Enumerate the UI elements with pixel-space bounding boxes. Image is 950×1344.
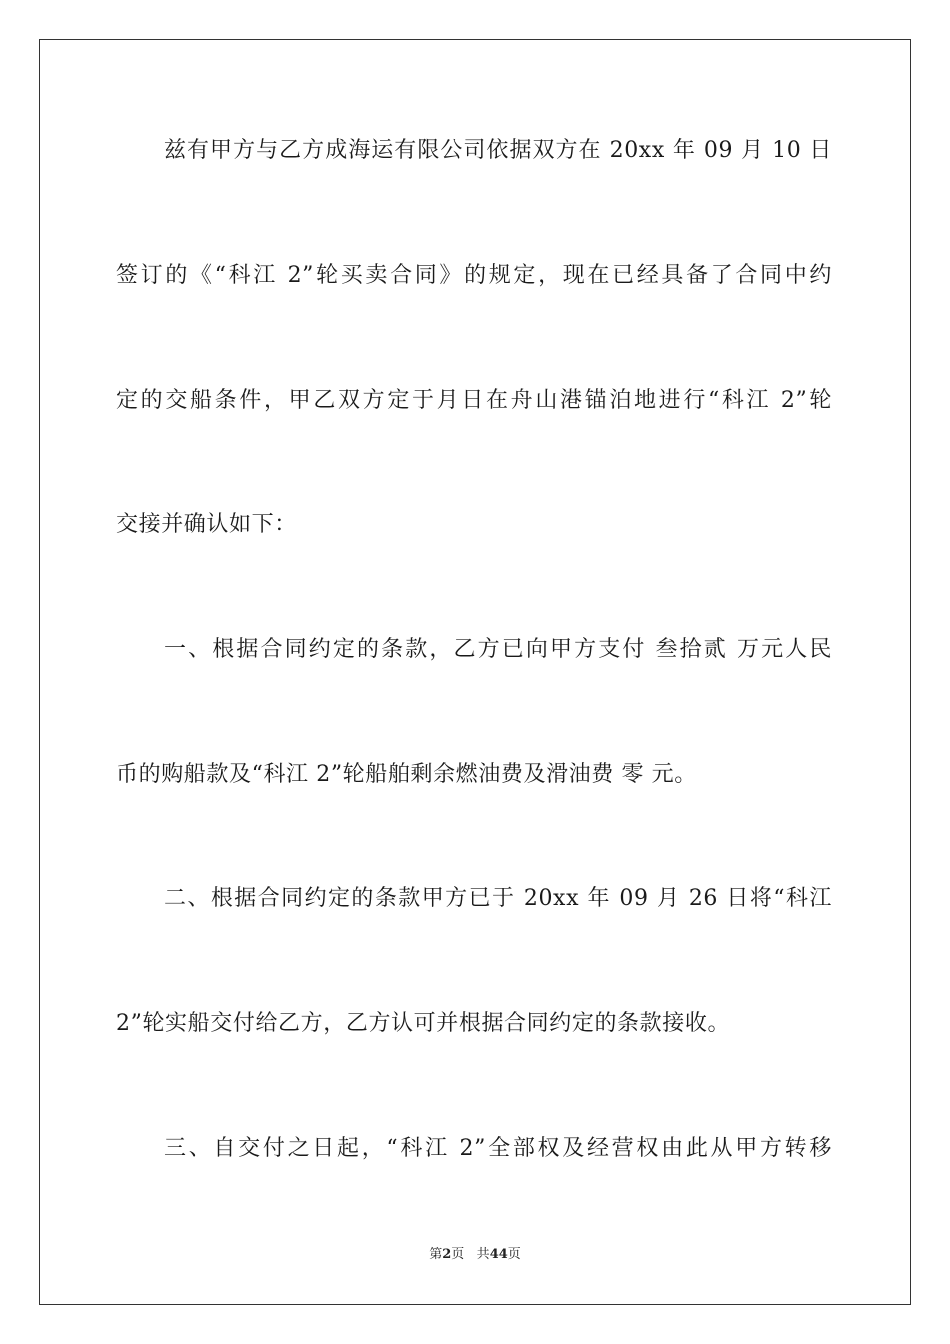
footer-total-suffix: 页 [507,1247,521,1262]
page-border [39,39,911,1305]
paragraph-1-line-1: 兹有甲方与乙方成海运有限公司依据双方在 20xx 年 09 月 10 日 [164,138,832,163]
page-footer [0,1246,950,1264]
paragraph-3-line-1: 二、根据合同约定的条款甲方已于 20xx 年 09 月 26 日将“科江 [164,886,832,911]
paragraph-3-line-2: 2”轮实船交付给乙方，乙方认可并根据合同约定的条款接收。 [116,1011,731,1036]
footer-total-pages: 44 [489,1247,508,1262]
footer-page-suffix: 页 [451,1247,465,1262]
footer-page-number: 2 [442,1247,452,1262]
paragraph-1-line-3: 定的交船条件，甲乙双方定于月日在舟山港锚泊地进行“科江 2”轮 [116,388,832,413]
paragraph-4-line-1: 三、自交付之日起，“科江 2”全部权及经营权由此从甲方转移 [164,1136,832,1161]
footer-page-prefix: 第 [429,1247,443,1262]
paragraph-2-line-1: 一、根据合同约定的条款，乙方已向甲方支付 叁拾贰 万元人民 [164,637,832,662]
paragraph-1-line-2: 签订的《“科江 2”轮买卖合同》的规定，现在已经具备了合同中约 [116,263,832,288]
paragraph-1-line-4: 交接并确认如下： [116,512,297,537]
paragraph-2-line-2: 币的购船款及“科江 2”轮船舶剩余燃油费及滑油费 零 元。 [116,762,697,787]
footer-total-prefix: 共 [476,1247,490,1262]
